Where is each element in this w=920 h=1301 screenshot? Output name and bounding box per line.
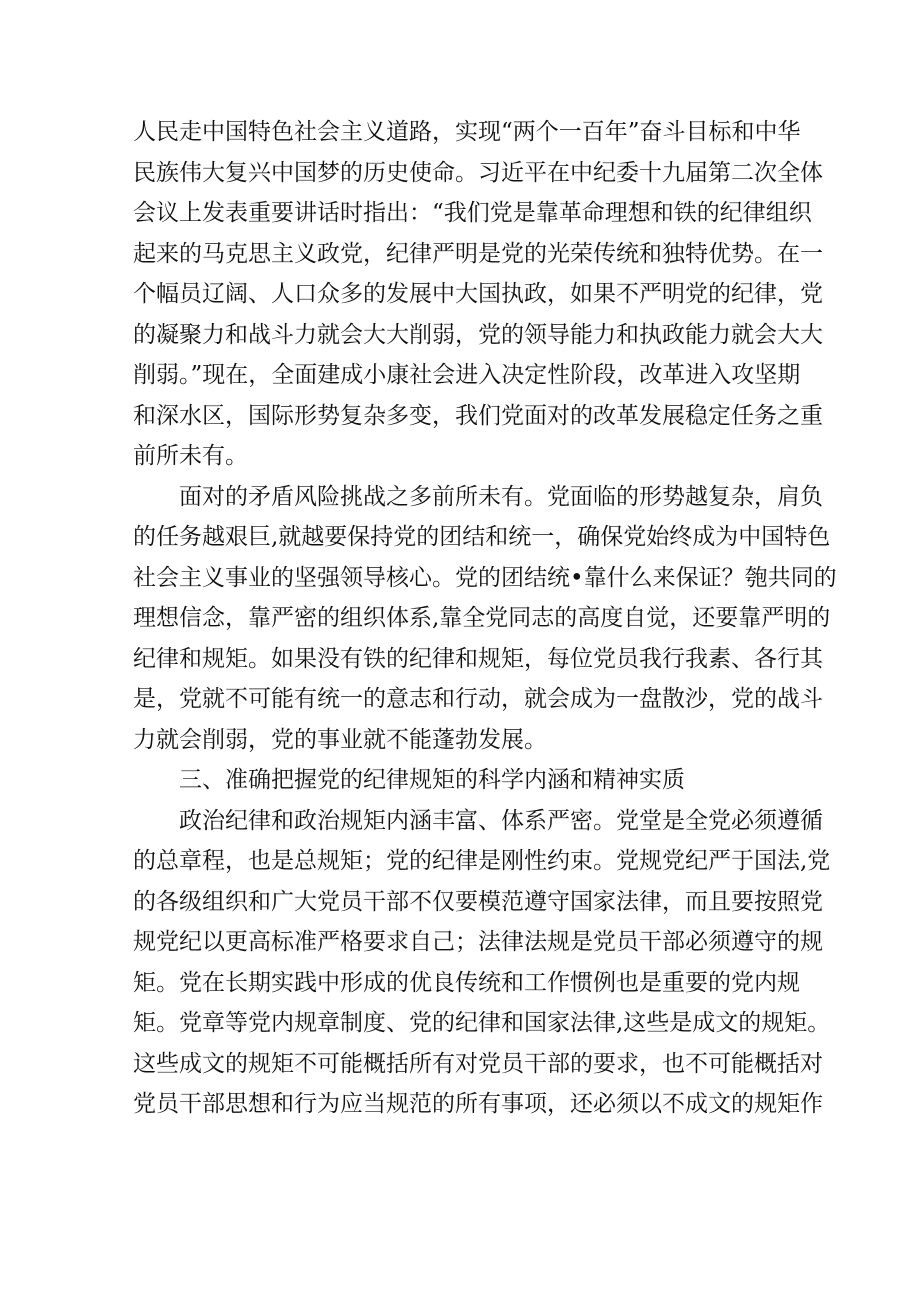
text-line: 和深水区，国际形势复杂多变，我们党面对的改革发展稳定任务之重 [133, 402, 823, 429]
text-line: 起来的马克思主义政党，纪律严明是党的光荣传统和独特优势。在一 [133, 240, 823, 267]
text-line: 的各级组织和广大党员干部不仅要模范遵守国家法律，而且要按照党 [133, 888, 823, 915]
section-heading [133, 760, 789, 801]
text-line: 规党纪以更高标准严格要求自己；法律法规是党员干部必须遵守的规 [133, 929, 823, 955]
text-line: 理想信念，靠严密的组织体系,靠全党同志的高度自觉，还要靠严明的 [133, 605, 831, 631]
text-line: 会议上发表重要讲话时指出：“我们党是靠革命理想和铁的纪律组织 [133, 200, 812, 226]
text-line: 人民走中国特色社会主义道路，实现“两个一百年”奋斗目标和中华 [133, 119, 801, 145]
text-line: 民族伟大复兴中国梦的历史使命。习近平在中纪委十九届第二次全体 [133, 159, 823, 186]
text-line: 的凝聚力和战斗力就会大大削弱，党的领导能力和执政能力就会大大 [133, 321, 823, 348]
text-line: 的任务越艰巨,就越要保持党的团结和统一，确保党始终成为中国特色 [133, 524, 831, 550]
text-line: 面对的矛盾风险挑战之多前所未有。党面临的形势越复杂，肩负 [179, 483, 823, 510]
text-line: 前所未有。 [133, 443, 248, 469]
text-line: 这些成文的规矩不可能概括所有对党员干部的要求，也不可能概括对 [133, 1050, 823, 1077]
text-line: 政治纪律和政治规矩内涵丰富、体系严密。党堂是全党必须遵循 [179, 807, 823, 834]
text-line: 社会主义事业的坚强领导核心。党的团结统•靠什么来保证？匏共同的 [133, 564, 837, 591]
paragraph-continuation [133, 112, 823, 477]
text-line: 矩。党章等党内规章制度、党的纪律和国家法律,这些是成文的规矩。 [133, 1010, 831, 1036]
paragraph-political-discipline [133, 801, 831, 1125]
text-line: 矩。党在长期实践中形成的优良传统和工作惯例也是重要的党内规 [133, 969, 800, 996]
text-line: 纪律和规矩。如果没有铁的纪律和规矩，每位党员我行我素、各行其 [133, 645, 823, 672]
text-line: 的总章程，也是总规矩；党的纪律是刚性约束。党规党纪严于国法,党 [133, 848, 831, 874]
text-line: 个幅员辽阔、人口众多的发展中大国执政，如果不严明党的纪律，党 [133, 281, 823, 307]
text-line: 力就会削弱，党的事业就不能蓬勃发展。 [133, 726, 547, 753]
text-line: 是，党就不可能有统一的意志和行动，就会成为一盘散沙，党的战斗 [133, 686, 823, 712]
text-line: 削弱。”现在，全面建成小康社会进入决定性阶段，改革进入攻坚期 [133, 362, 801, 388]
text-line: 党员干部思想和行为应当规范的所有事项，还必须以不成文的规矩作 [133, 1091, 823, 1117]
document-body [133, 112, 837, 1125]
section-heading-text: 三、准确把握党的纪律规矩的科学内涵和精神实质 [179, 767, 685, 793]
paragraph-challenges [133, 477, 837, 761]
